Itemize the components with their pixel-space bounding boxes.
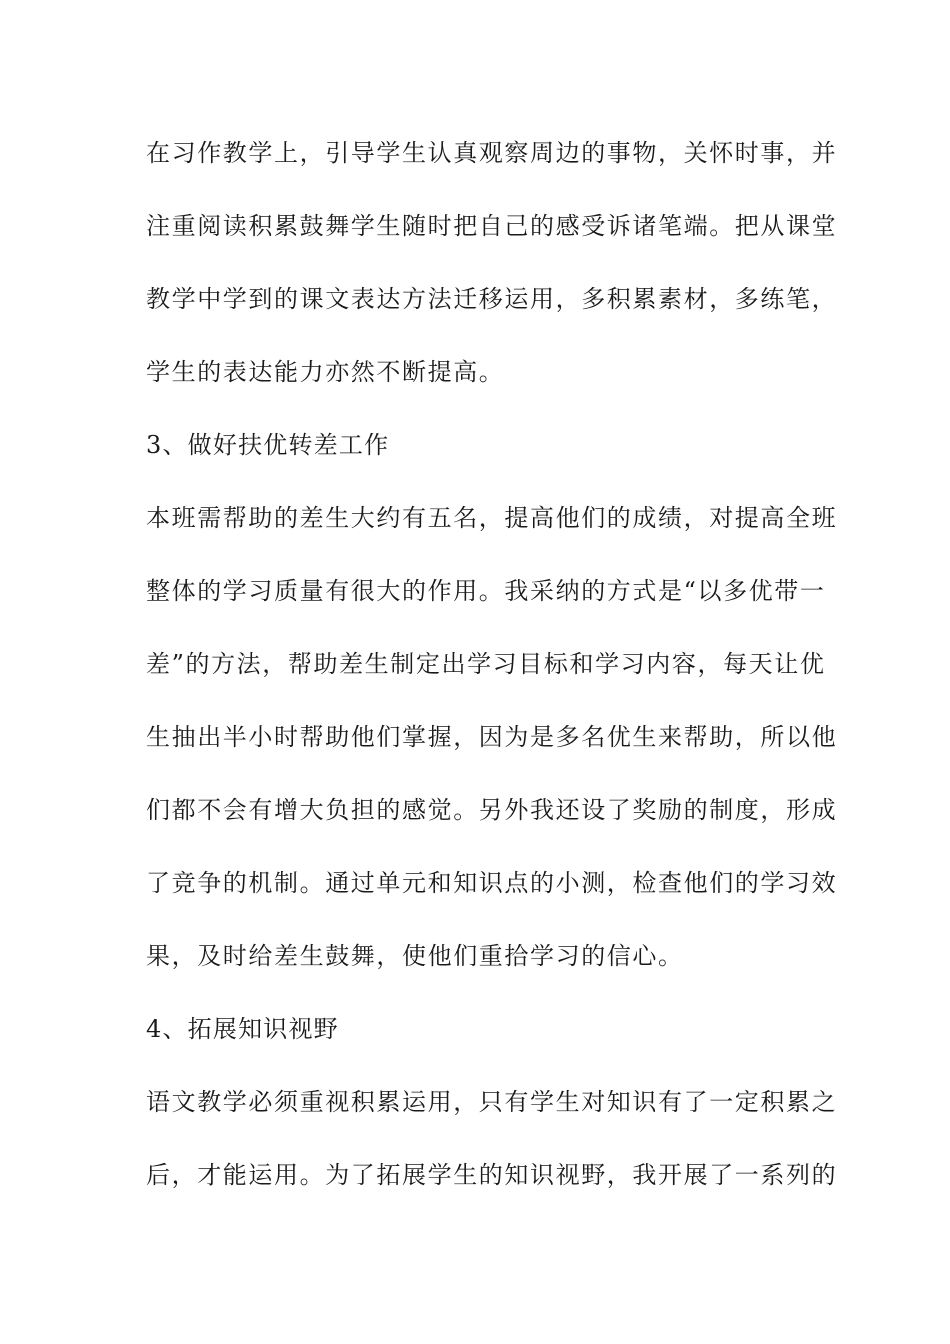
paragraph-line: 在习作教学上，引导学生认真观察周边的事物，关怀时事，并 [146,139,838,167]
paragraph-line: 本班需帮助的差生大约有五名，提高他们的成绩，对提高全班 [146,504,838,532]
paragraph-line: 语文教学必须重视积累运用，只有学生对知识有了一定积累之 [146,1088,838,1116]
paragraph-line: 学生的表达能力亦然不断提高。 [146,358,505,386]
paragraph-line: 差”的方法，帮助差生制定出学习目标和学习内容，每天让优 [146,650,826,678]
paragraph-line: 教学中学到的课文表达方法迁移运用，多积累素材，多练笔， [146,285,838,313]
section-heading: 4、拓展知识视野 [146,1015,339,1043]
paragraph-line: 们都不会有增大负担的感觉。另外我还设了奖励的制度，形成 [146,796,838,824]
paragraph-line: 了竞争的机制。通过单元和知识点的小测，检查他们的学习效 [146,869,838,897]
section-heading: 3、做好扶优转差工作 [146,431,390,459]
paragraph-line: 整体的学习质量有很大的作用。我采纳的方式是“以多优带一 [146,577,826,605]
paragraph-line: 后，才能运用。为了拓展学生的知识视野，我开展了一系列的 [146,1161,838,1189]
paragraph-line: 注重阅读积累鼓舞学生随时把自己的感受诉诸笔端。把从课堂 [146,212,838,240]
paragraph-line: 果，及时给差生鼓舞，使他们重拾学习的信心。 [146,942,684,970]
paragraph-line: 生抽出半小时帮助他们掌握，因为是多名优生来帮助，所以他 [146,723,838,751]
